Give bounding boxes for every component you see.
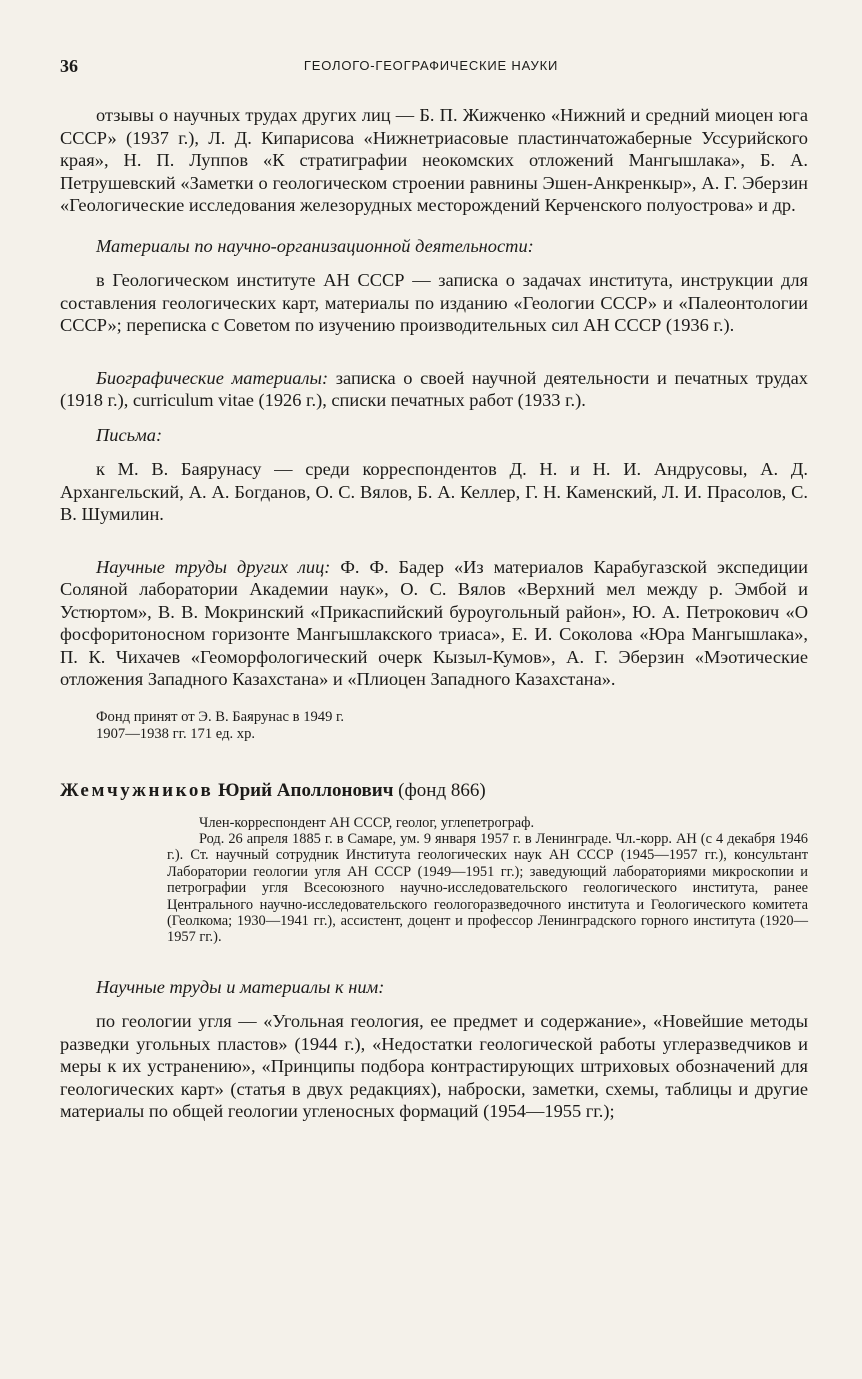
letters-heading: Письма: [96,424,163,445]
reviews-paragraph: отзывы о научных трудах других лиц — Б. П. Жижченко «Нижний и средний миоцен юга СССР» (1937 г.), Л. Д. Кипарисова «Нижнетриасовые пластинчатожаберные Уссурийского края», Н. П. Луппов «К стратиграфии неокомских отложений Мангышлака», Б. А. Петрушевский «Заметки о геологическом строении равнины Эшен-Анкренкыр», А. Г. Эберзин «Геологические исследования железорудных месторождений Керченского полуострова» и др. [60,105,808,215]
running-title: ГЕОЛОГО-ГЕОГРАФИЧЕСКИЕ НАУКИ [303,58,559,73]
person-surname: Жемчужников [60,779,214,801]
bio-materials-paragraph [60,367,808,412]
bio-materials-text: записка о своей научной деятельности и печатных трудах (1918 г.), curriculum vitae (1926 г.), списки печатных работ (1933 г.). [60,367,809,410]
org-materials-heading: Материалы по научно-организационной деятельности: [96,235,534,256]
biography-title-line: Член-корреспондент АН СССР, геолог, углепетрограф. [199,814,535,831]
org-materials-paragraph: в Геологическом институте АН СССР — записка о задачах института, инструкции для составления геологических карт, материалы по изданию «Геологии СССР» и «Палеонтологии СССР»; переписка с Советом по изучению производительных сил АН СССР (1936 г.). [60,270,808,335]
page-body [60,104,808,1123]
page-number: 36 [60,56,78,76]
fond-note-line-2: 1907—1938 гг. 171 ед. хр. [96,725,256,742]
fond-number: (фонд 866) [393,779,486,801]
others-works-label: Научные труды других лиц: [96,556,331,577]
biography-block [167,815,808,946]
biography-text: Род. 26 апреля 1885 г. в Самаре, ум. 9 января 1957 г. в Ленинграде. Чл.-корр. АН (с 4 декабря 1946 г.). Ст. научный сотрудник Института геологических наук АН СССР (1945—1957 гг.), консультант Лаборатории геологии угля АН СССР (1949—1951 гг.); заведующий лабораториями микроскопии и петрографии угля Всесоюзного научно-исследовательского геологического института, ранее Центрального научно-исследовательского геологоразведочного института и Геологического комитета (Геолкома; 1930—1941 гг.), ассистент, доцент и профессор Ленинградского горного института (1920—1957 гг.). [167,830,808,946]
works-heading: Научные труды и материалы к ним: [96,976,385,997]
others-works-paragraph [60,556,808,691]
fond-note-line-1: Фонд принят от Э. В. Баярунас в 1949 г. [96,708,345,725]
bio-materials-label: Биографические материалы: [96,367,329,388]
person-given-name: Юрий Аполлонович [213,779,394,801]
letters-paragraph: к М. В. Баярунасу — среди корреспондентов Д. Н. и Н. И. Андрусовы, А. Д. Архангельский, А. А. Богданов, О. С. Вялов, Б. А. Келлер, Г. Н. Каменский, Л. И. Прасолов, С. В. Шумилин. [60,459,808,524]
works-paragraph: по геологии угля — «Угольная геология, ее предмет и содержание», «Новейшие методы разведки угольных пластов» (1944 г.), «Недостатки геологической работы углеразведчиков и меры к их устранению», «Принципы подбора контрастирующих штриховых обозначений для геологических карт» (статья в двух редакциях), наброски, заметки, схемы, таблицы и другие материалы по общей геологии угленосных формаций (1954—1955 гг.); [60,1011,808,1122]
person-heading [60,779,808,803]
page-header [60,56,802,80]
others-works-text: Ф. Ф. Бадер «Из материалов Карабугазской экспедиции Соляной лаборатории Академии наук», О. С. Вялов «Верхний мел между р. Эмбой и Устюртом», В. В. Мокринский «Прикаспийский буроугольный район», Ю. А. Петрокович «О фосфоритоносном горизонте Мангышлакского триаса», Е. И. Соколова «Юра Мангышлака», П. К. Чихачев «Геоморфологический очерк Кызыл-Кумов», А. Г. Эберзин «Мэотические отложения Западного Казахстана» и «Плиоцен Западного Казахстана». [60,556,808,689]
